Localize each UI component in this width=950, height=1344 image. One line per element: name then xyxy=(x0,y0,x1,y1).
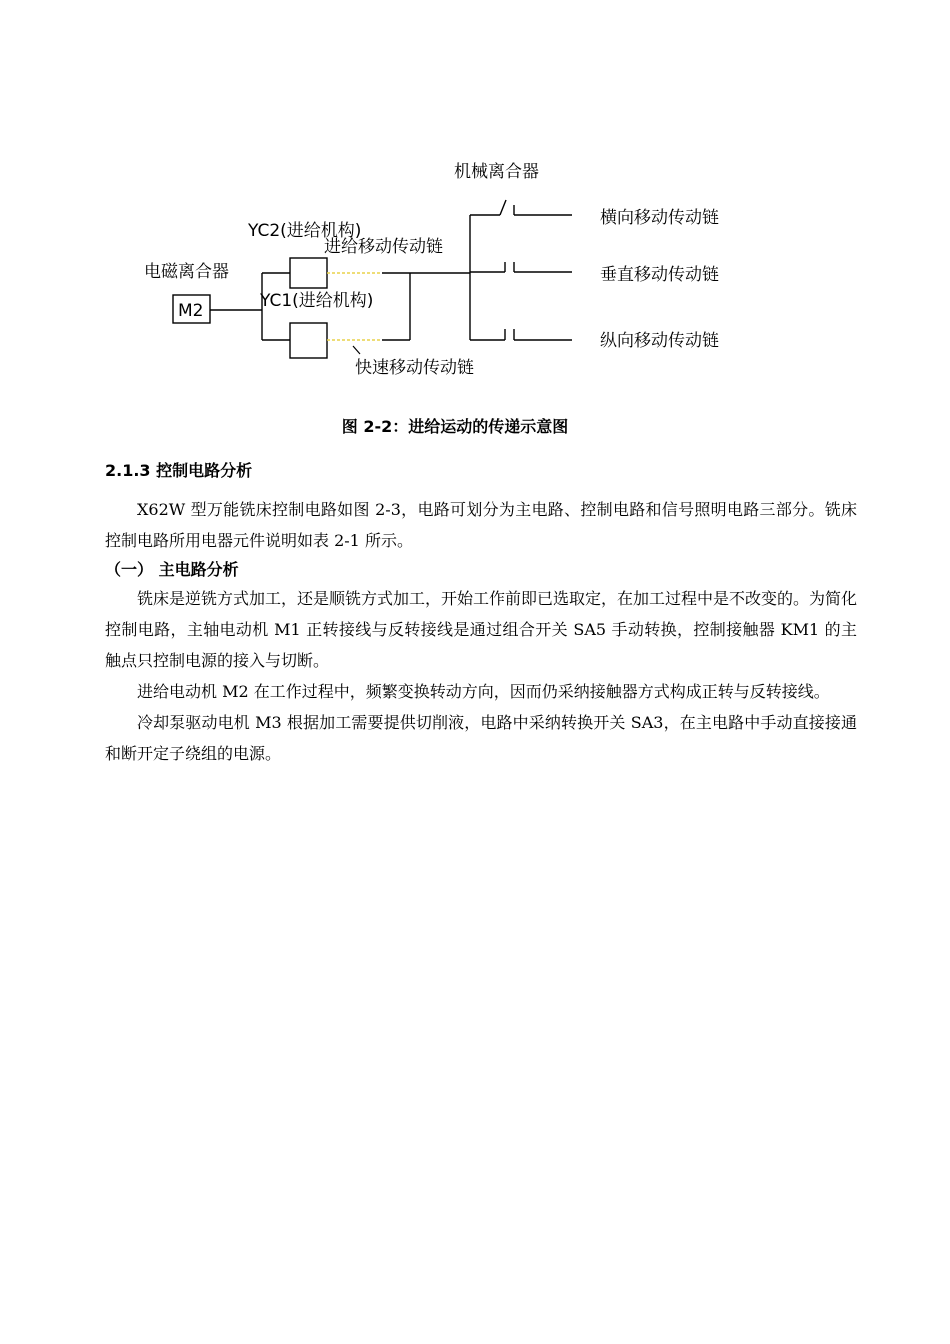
yc2-clutch-box xyxy=(290,258,327,288)
intro-paragraph: X62W 型万能铣床控制电路如图 2-3，电路可划分为主电路、控制电路和信号照明电路三部分。铣床控制电路所用电器元件说明如表 2-1 所示。 xyxy=(105,500,857,550)
main-circuit-subheading: （一） 主电路分析 xyxy=(105,560,239,579)
rapid-pointer xyxy=(353,346,360,354)
mechanical-clutch-label: 机械离合器 xyxy=(454,162,539,182)
section-heading: 2.1.3 控制电路分析 xyxy=(105,461,253,480)
motor-m2-label: M2 xyxy=(178,301,204,321)
longitudinal-chain-label: 纵向移动传动链 xyxy=(600,331,719,351)
electromagnetic-clutch-label: 电磁离合器 xyxy=(144,262,229,282)
paragraph-milling-mode: 铣床是逆铣方式加工，还是顺铣方式加工，开始工作前即已选取定，在加工过程中是不改变的。为简化控制电路，主轴电动机 M1 正转接线与反转接线是通过组合开关 SA5 手动转换，控制接触器 KM1 的主触点只控制电源的接入与切断。 xyxy=(105,589,858,670)
paragraph-feed-motor: 进给电动机 M2 在工作过程中，频繁变换转动方向，因而仍采纳接触器方式构成正转与反转接线。 xyxy=(137,682,830,701)
clutch-switch-blade xyxy=(500,200,506,215)
feed-chain-label: 进给移动传动链 xyxy=(324,237,443,257)
figure-caption: 图 2-2：进给运动的传递示意图 xyxy=(341,417,569,436)
paragraph-cooling-pump: 冷却泵驱动电机 M3 根据加工需要提供切削液，电路中采纳转换开关 SA3，在主电路中手动直接接通和断开定子绕组的电源。 xyxy=(105,713,857,763)
yc1-clutch-box xyxy=(290,323,327,358)
transverse-chain-label: 横向移动传动链 xyxy=(600,208,719,228)
feed-transmission-diagram xyxy=(0,0,950,400)
yc2-label: YC2(进给机构) xyxy=(248,221,362,241)
rapid-chain-label: 快速移动传动链 xyxy=(355,358,474,378)
vertical-chain-label: 垂直移动传动链 xyxy=(600,265,719,285)
yc1-label: YC1(进给机构) xyxy=(260,291,374,311)
body-text xyxy=(105,494,857,769)
